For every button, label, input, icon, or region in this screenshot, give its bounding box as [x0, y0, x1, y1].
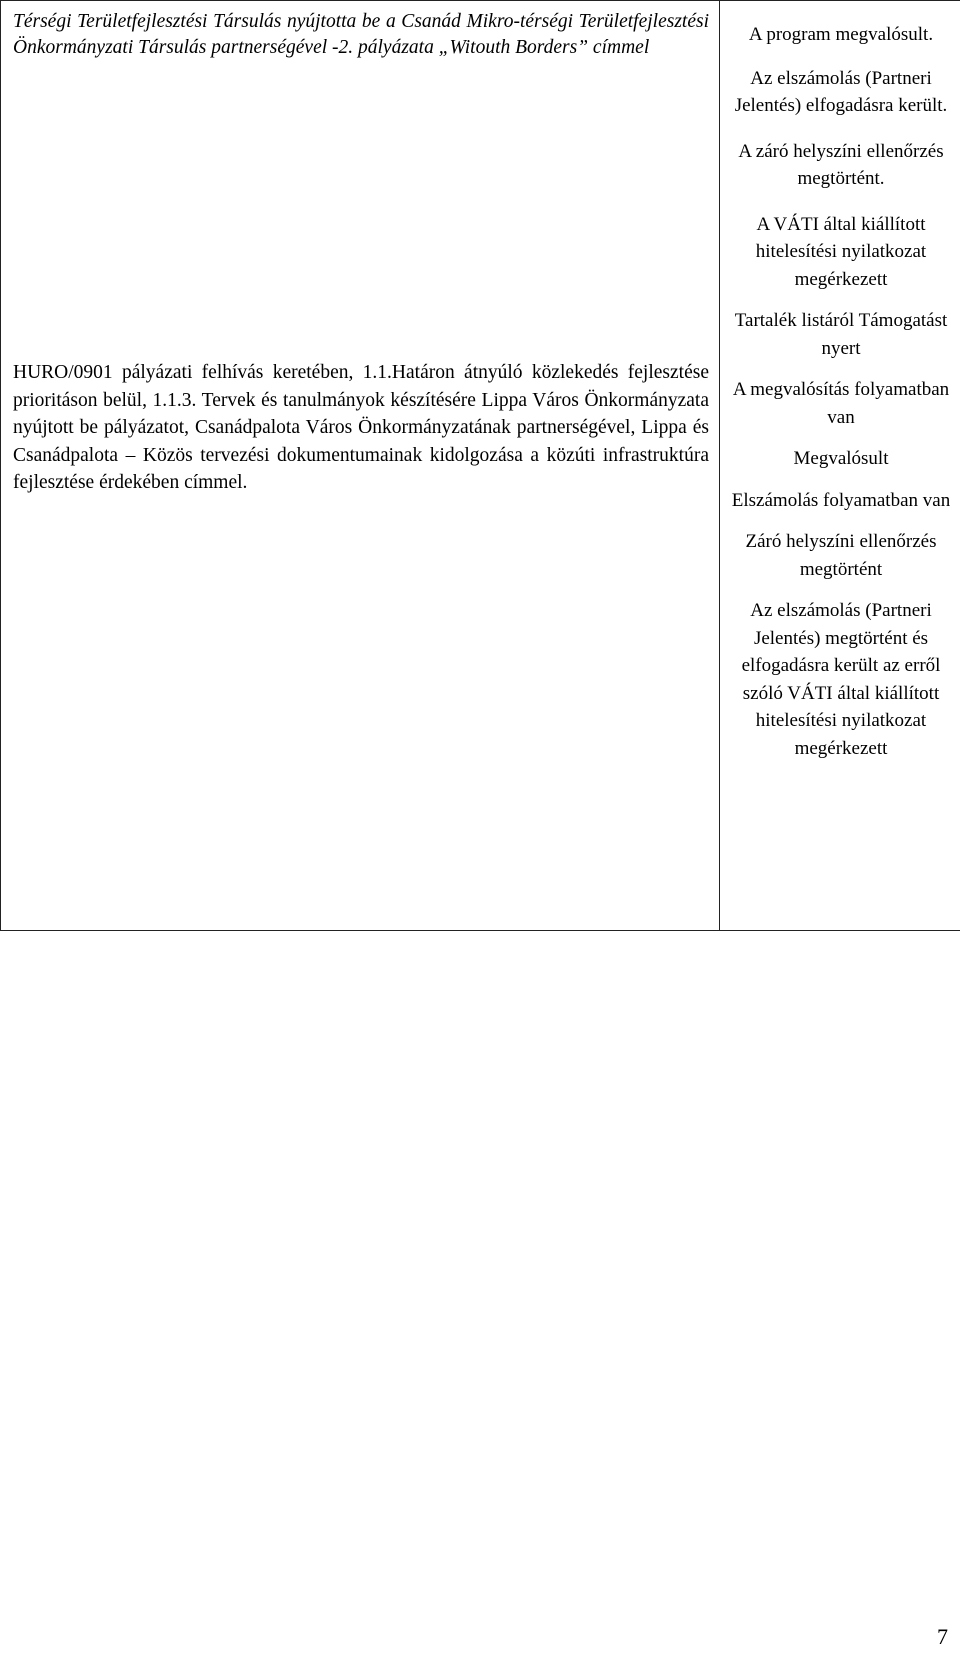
project-description-cell [1, 1, 720, 931]
status-item: Elszámolás folyamatban van [731, 489, 951, 511]
status-item: A VÁTI által kiállított hitelesítési nyilatkozat megérkezett [755, 213, 927, 290]
status-list [720, 1, 960, 768]
status-item: A megvalósítás folyamatban van [732, 379, 950, 428]
status-item: A záró helyszíni ellenőrzés megtörtént. [738, 140, 944, 189]
status-item: Az elszámolás (Partneri Jelentés) megtörtént és elfogadásra került az erről szóló VÁTI által kiállított hitelesítési nyilatkozat megérkezett [741, 600, 941, 759]
status-item: Az elszámolás (Partneri Jelentés) elfogadásra került. [734, 67, 948, 116]
previous-project-text: Térségi Területfejlesztési Társulás nyújtotta be a Csanád Mikro-térségi Területfejlesztési Önkormányzati Társulás partnerségével -2. pályázata „Witouth Borders” címmel [13, 11, 709, 58]
project-description-text: HURO/0901 pályázati felhívás keretében, 1.1.Határon átnyúló közlekedés fejlesztése prioritáson belül, 1.1.3. Tervek és tanulmányok készítésére Lippa Város Önkormányzata nyújtott be pályázatot, Csanádpalota Város Önkormányzatának partnerségével, Lippa és Csanádpalota – Közös tervezési dokumentumainak kidolgozása a közúti infrastruktúra fejlesztése érdekében címmel. [13, 362, 709, 493]
status-item: Tartalék listáról Támogatást nyert [734, 310, 948, 359]
status-item: Megvalósult [793, 448, 889, 469]
status-item: A program megvalósult. [748, 24, 934, 45]
page-number: 7 [937, 1624, 948, 1649]
status-item: Záró helyszíni ellenőrzés megtörtént [745, 531, 937, 580]
table-row [1, 1, 960, 931]
project-status-cell [720, 1, 960, 931]
